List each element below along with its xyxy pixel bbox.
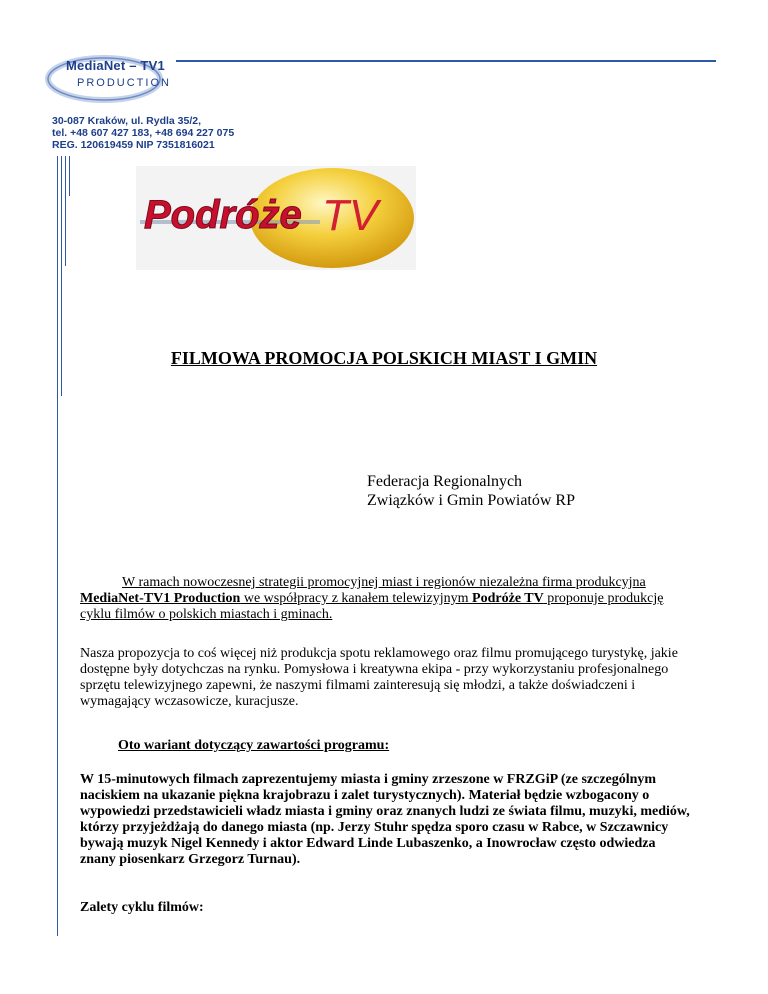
addressee-line: Federacja Regionalnych — [367, 473, 523, 490]
margin-line — [69, 156, 70, 196]
program-paragraph: W 15-minutowych filmach zaprezentujemy miasta i gminy zrzeszone w FRZGiP (ze szczególnym naciskiem na ukazanie piękna krajobrazu i zalet turystycznych). Materiał będzie wzbogacony o wypowiedzi przedstawicieli władz miasta i gminy oraz znanych ludzi ze świata filmu, muzyki, mediów, którzy przyjeżdżają do danego miasta (np. Jerzy Stuhr spędza sporo czasu w Rabce, w Szczawnicy bywają muzyk Nigel Kennedy i aktor Edward Linde Lubaszenko, a Inowrocław często odwiedza znany piosenkarz Grzegorz Turnau). — [80, 772, 690, 867]
intro-text: W ramach nowoczesnej strategii promocyjnej miast i regionów niezależna firma produkcyjna — [122, 575, 646, 590]
document-title: FILMOWA PROMOCJA POLSKICH MIAST I GMIN — [170, 348, 598, 368]
intro-text: proponuje produkcję cyklu filmów o polskich miastach i gminach. — [80, 591, 664, 622]
podroze-wordmark: Podróże — [144, 193, 302, 237]
channel-name: Podróże TV — [472, 591, 544, 606]
section-heading: Oto wariant dotyczący zawartości programu: — [118, 738, 390, 753]
header-rule — [176, 60, 716, 62]
intro-text: we współpracy z kanałem telewizyjnym — [240, 591, 473, 606]
intro-paragraph — [80, 575, 690, 623]
margin-line — [65, 156, 66, 266]
addressee-line: Związków i Gmin Powiatów RP — [367, 492, 575, 509]
proposal-paragraph: Nasza propozycja to coś więcej niż produkcja spotu reklamowego oraz filmu promującego turystykę, jakie dostępne były dotychczas na rynku. Pomysłowa i kreatywna ekipa - przy wykorzystaniu profesjonalnego sprzętu telewizyjnego zapewni, że naszymi filmami zainteresują się młodzi, a także doświadczeni i wymagający wczasowicze, kuracjusze. — [80, 646, 678, 709]
registration-line: REG. 120619459 NIP 7351816021 — [52, 139, 215, 151]
medianet-logo-name: MediaNet – TV1 — [66, 58, 165, 73]
addressee-block — [367, 472, 575, 510]
tv-wordmark: TV — [322, 191, 379, 240]
address-line: 30-087 Kraków, ul. Rydla 35/2, — [52, 115, 202, 127]
medianet-logo-subtitle: PRODUCTION — [77, 77, 171, 89]
podroze-tv-logo — [136, 166, 416, 270]
phone-line: tel. +48 607 427 183, +48 694 227 075 — [52, 127, 235, 139]
company-address — [52, 115, 234, 151]
advantages-label: Zalety cyklu filmów: — [80, 900, 204, 915]
company-name: MediaNet-TV1 Production — [80, 591, 241, 606]
margin-line — [57, 156, 58, 936]
